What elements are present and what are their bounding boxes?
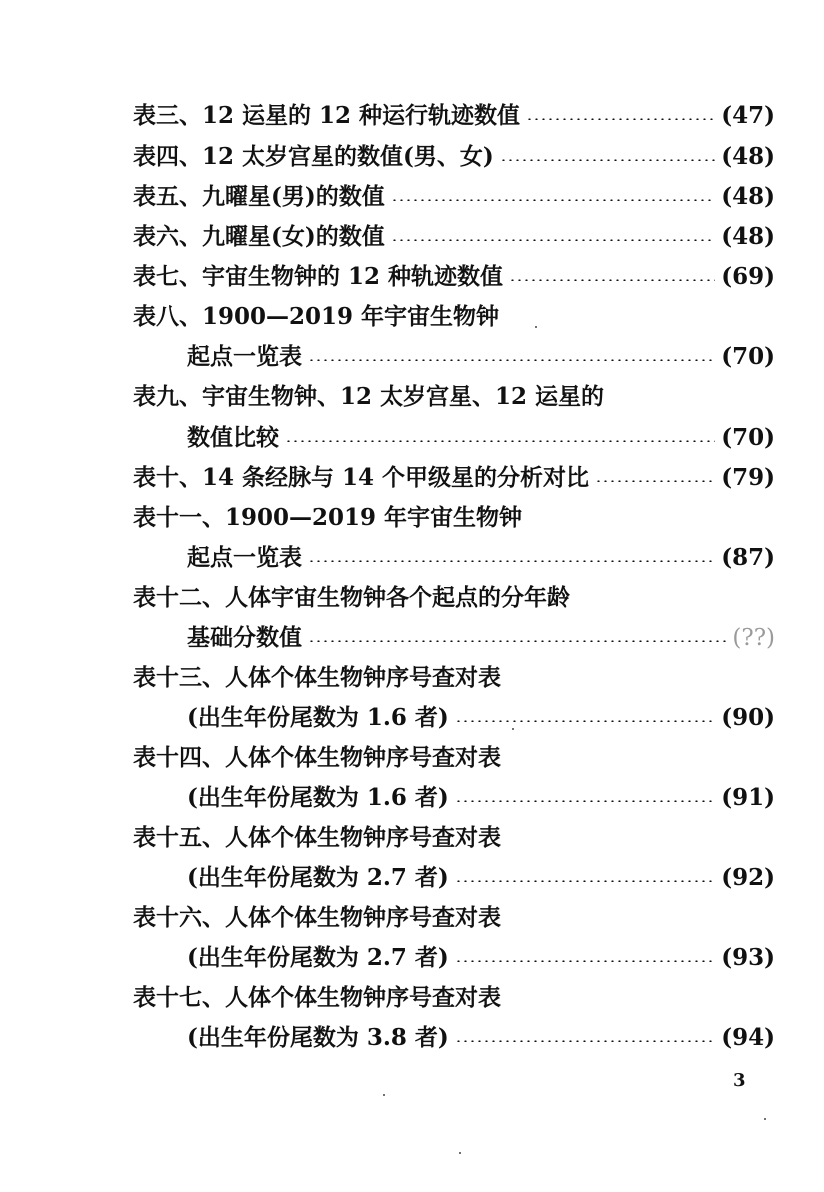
scan-speck	[535, 326, 537, 328]
toc-entry-page: (87)	[721, 544, 775, 571]
toc-entry-page: (94)	[721, 1024, 775, 1051]
toc-entry-title: 表四、12 太岁宫星的数值(男、女)	[133, 143, 494, 170]
toc-entry-title: 表七、宇宙生物钟的 12 种轨迹数值	[133, 263, 504, 290]
toc-entry	[133, 217, 775, 257]
toc-entry-heading	[133, 898, 775, 938]
scan-speck	[512, 728, 514, 730]
toc-entry	[187, 418, 775, 458]
toc-entry-title: 表十三、人体个体生物钟序号查对表	[133, 664, 501, 691]
toc-entry-title: 起点一览表	[187, 544, 302, 571]
toc-entry-page: (79)	[721, 464, 775, 491]
toc-leader-dots	[391, 239, 715, 241]
toc-leader-dots	[308, 560, 715, 562]
toc-entry-title: 表五、九曜星(男)的数值	[133, 183, 385, 210]
toc-entry	[187, 618, 775, 658]
toc-entry-title: (出生年份尾数为 1.6 者)	[187, 704, 449, 731]
toc-leader-dots	[526, 118, 715, 120]
toc-leader-dots	[391, 199, 715, 201]
toc-entry-title: 表六、九曜星(女)的数值	[133, 223, 385, 250]
toc-leader-dots	[285, 440, 715, 442]
toc-entry-page: (??)	[732, 625, 775, 651]
toc-entry-heading	[133, 498, 775, 538]
toc-entry-heading	[133, 578, 775, 618]
toc-entry-page: (90)	[721, 704, 775, 731]
toc-leader-dots	[308, 359, 715, 361]
toc-entry-page: (92)	[721, 864, 775, 891]
toc-entry	[187, 1018, 775, 1058]
toc-leader-dots	[308, 640, 726, 642]
toc-entry-title: (出生年份尾数为 3.8 者)	[187, 1024, 449, 1051]
toc-entry-title: 表九、宇宙生物钟、12 太岁宫星、12 运星的	[133, 383, 605, 410]
scan-speck	[459, 1152, 461, 1154]
toc-leader-dots	[455, 960, 715, 962]
toc-entry-title: (出生年份尾数为 2.7 者)	[187, 864, 449, 891]
toc-entry	[187, 698, 775, 738]
toc-leader-dots	[455, 800, 715, 802]
toc-entry-heading	[133, 658, 775, 698]
toc-entry-title: 表八、1900—2019 年宇宙生物钟	[133, 303, 500, 330]
toc-entry-page: (91)	[721, 784, 775, 811]
toc-entry-title: 表十二、人体宇宙生物钟各个起点的分年龄	[133, 584, 570, 611]
toc-entry-title: 表十六、人体个体生物钟序号查对表	[133, 904, 501, 931]
toc-leader-dots	[595, 480, 715, 482]
toc-entry-page: (48)	[721, 143, 775, 170]
toc-entry-heading	[133, 377, 775, 417]
toc-entry-title: (出生年份尾数为 2.7 者)	[187, 944, 449, 971]
scan-speck	[383, 1094, 385, 1096]
scan-speck	[764, 1118, 766, 1120]
toc-entry-title: 表十、14 条经脉与 14 个甲级星的分析对比	[133, 464, 590, 491]
toc-entry	[187, 538, 775, 578]
toc-entry-title: 表三、12 运星的 12 种运行轨迹数值	[133, 102, 521, 129]
toc-entry	[187, 858, 775, 898]
toc-leader-dots	[455, 880, 715, 882]
toc-leader-dots	[455, 1040, 715, 1042]
toc-entry-page: (48)	[721, 223, 775, 250]
toc-leader-dots	[500, 159, 715, 161]
toc-entry-title: 起点一览表	[187, 343, 302, 370]
toc-entry	[187, 337, 775, 377]
toc-entry-page: (93)	[721, 944, 775, 971]
toc-entry-page: (69)	[721, 263, 775, 290]
toc-entry-page: (70)	[721, 343, 775, 370]
toc-entry-heading	[133, 738, 775, 778]
toc-entry	[187, 778, 775, 818]
toc-entry-page: (70)	[721, 424, 775, 451]
toc-entry-title: 数值比较	[187, 424, 279, 451]
toc-entry-heading	[133, 297, 775, 337]
toc-entry-title: 表十一、1900—2019 年宇宙生物钟	[133, 504, 523, 531]
toc-entry-page: (48)	[721, 183, 775, 210]
toc-leader-dots	[455, 720, 715, 722]
toc-entry	[187, 938, 775, 978]
toc-entry-title: 基础分数值	[187, 624, 302, 651]
toc-entry	[133, 96, 775, 136]
toc-entry-title: (出生年份尾数为 1.6 者)	[187, 784, 449, 811]
toc-entry-title: 表十五、人体个体生物钟序号查对表	[133, 824, 501, 851]
toc-entry	[133, 458, 775, 498]
toc-entry-title: 表十四、人体个体生物钟序号查对表	[133, 744, 501, 771]
page-number: 3	[733, 1070, 746, 1091]
toc-leader-dots	[509, 279, 715, 281]
toc-entry-title: 表十七、人体个体生物钟序号查对表	[133, 984, 501, 1011]
toc-entry	[133, 257, 775, 297]
toc-entry-heading	[133, 978, 775, 1018]
toc-entry	[133, 137, 775, 177]
toc-entry	[133, 177, 775, 217]
toc-entry-page: (47)	[721, 102, 775, 129]
toc-entry-heading	[133, 818, 775, 858]
